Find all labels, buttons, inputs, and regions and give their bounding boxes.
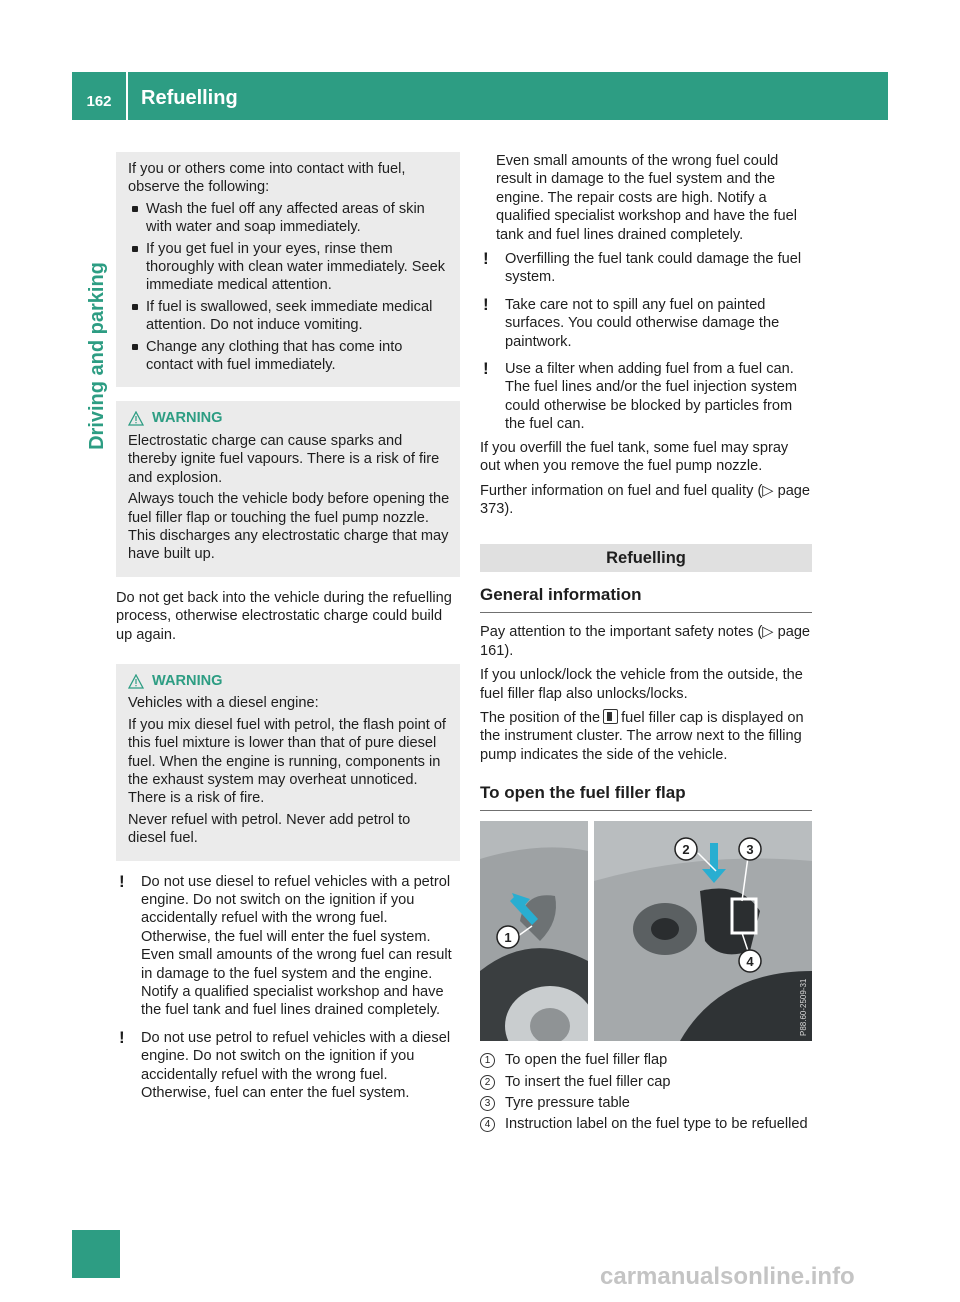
legend-text: To insert the fuel filler cap: [505, 1073, 671, 1090]
exclamation-icon: !: [483, 359, 489, 379]
note-petrol-diesel-engine: [116, 1029, 460, 1103]
legend-text: Tyre pressure table: [505, 1094, 630, 1111]
warning-text: Never refuel with petrol. Never add petrol to diesel fuel.: [128, 811, 411, 847]
warning-text: Electrostatic charge can cause sparks and thereby ignite fuel vapours. There is a risk of fire and explosion.: [128, 432, 440, 486]
exclamation-icon: !: [483, 294, 489, 314]
body-paragraph: Do not get back into the vehicle during the refuelling process, otherwise electrostatic charge could build up again.: [116, 589, 452, 643]
page-title: Refuelling: [141, 87, 238, 109]
list-item: Change any clothing that has come into contact with fuel immediately.: [128, 338, 450, 375]
svg-text:3: 3: [746, 842, 754, 858]
right-column: [480, 152, 812, 1137]
left-column: [116, 152, 460, 1111]
legend-number: 4: [480, 1117, 495, 1132]
fuel-filler-figure: [480, 821, 812, 1041]
body-paragraph: If you unlock/lock the vehicle from the outside, the fuel filler flap also unlocks/locks.: [480, 667, 803, 702]
warning-text: If you mix diesel fuel with petrol, the flash point of this fuel mixture is lower than that of pure diesel fuel. When the engine is running, components in the exhaust system may overheat unnoticed. There is a risk of fire.: [128, 716, 446, 807]
warning-label: WARNING: [152, 672, 223, 689]
list-item: [480, 1073, 812, 1091]
cross-reference-paragraph[interactable]: Further information on fuel and fuel quality (▷ page 373).: [480, 482, 811, 517]
note-text: Do not use diesel to refuel vehicles with a petrol engine. Do not switch on the ignition if you accidentally refuel with the wrong fuel. Otherwise, the fuel will enter the fuel system. Even small amounts of the wrong fuel can result in damage to the fuel system and the engine. Notify a qualified specialist workshop and have the fuel tank and fuel lines drained completely.: [141, 873, 452, 1019]
page-number: 162: [86, 92, 112, 110]
note-overfilling: [480, 250, 812, 287]
exclamation-icon: !: [483, 249, 489, 269]
warning-box-electrostatic: [116, 401, 460, 576]
fuel-filler-illustration: [480, 821, 812, 1041]
fuel-contact-box: [116, 152, 460, 387]
fuel-pump-icon: [603, 709, 618, 724]
list-item: If fuel is swallowed, seek immediate medical attention. Do not induce vomiting.: [128, 298, 450, 335]
list-item: [480, 1115, 812, 1133]
watermark: carmanualsonline.info: [600, 1263, 855, 1290]
body-paragraph: The position of the fuel filler cap is displayed on the instrument cluster. The arrow next to the filling pump indicates the side of the vehicle.: [480, 709, 804, 763]
body-paragraph: If you overfill the fuel tank, some fuel may spray out when you remove the fuel pump nozzle.: [480, 439, 789, 475]
svg-text:1: 1: [504, 930, 512, 946]
callout-4: [739, 950, 761, 972]
section-heading: Refuelling: [480, 544, 812, 572]
chapter-side-label: Driving and parking: [85, 262, 108, 450]
body-paragraph: Even small amounts of the wrong fuel could result in damage to the fuel system and the engine. The repair costs are high. Notify a qualified specialist workshop and have the fuel tank and fuel lines drained completely.: [496, 153, 797, 243]
fuel-contact-list: [128, 200, 450, 375]
chapter-side-block: [72, 1230, 120, 1278]
warning-box-diesel: [116, 664, 460, 861]
warning-heading: [128, 409, 450, 427]
legend-number: 2: [480, 1075, 495, 1090]
fuel-contact-intro: If you or others come into contact with fuel, observe the following:: [128, 161, 406, 196]
subsection-heading-open-flap: To open the fuel filler flap: [480, 782, 812, 811]
svg-text:2: 2: [682, 842, 690, 858]
note-filter: [480, 360, 812, 434]
legend-text: Instruction label on the fuel type to be refuelled: [505, 1116, 808, 1133]
warning-text: Always touch the vehicle body before opening the fuel filler flap or touching the fuel pump nozzle. This discharges any electrostatic charge that may have built up.: [128, 491, 450, 563]
list-item: [480, 1094, 812, 1112]
figure-code: P88.60-2509-31: [799, 978, 808, 1037]
note-diesel-petrol-engine: [116, 873, 460, 1020]
header-separator: [126, 72, 128, 120]
exclamation-icon: !: [119, 871, 125, 891]
figure-legend: [480, 1051, 812, 1134]
note-text: Do not use petrol to refuel vehicles with a diesel engine. Do not switch on the ignition if you accidentally refuel with the wrong fuel. Otherwise, fuel can enter the fuel system.: [141, 1029, 451, 1102]
legend-number: 3: [480, 1096, 495, 1111]
note-text: Overfilling the fuel tank could damage the fuel system.: [505, 251, 802, 286]
legend-text: To open the fuel filler flap: [505, 1052, 668, 1069]
warning-label: WARNING: [152, 410, 223, 427]
cross-reference-paragraph[interactable]: Pay attention to the important safety notes (▷ page 161).: [480, 624, 811, 659]
callout-1: [497, 926, 519, 948]
subsection-heading-general: General information: [480, 584, 812, 613]
callout-2: [675, 838, 697, 860]
note-spill: [480, 296, 812, 351]
note-text: Take care not to spill any fuel on painted surfaces. You could otherwise damage the paintwork.: [505, 296, 780, 350]
callout-3: [739, 838, 761, 860]
list-item: [480, 1051, 812, 1069]
warning-heading: [128, 672, 450, 690]
warning-text: Vehicles with a diesel engine:: [128, 695, 319, 712]
list-item: Wash the fuel off any affected areas of skin with water and soap immediately.: [128, 200, 450, 237]
list-item: If you get fuel in your eyes, rinse them thoroughly with clean water immediately. Seek immediate medical attention.: [128, 240, 450, 295]
exclamation-icon: !: [119, 1027, 125, 1047]
note-text: Use a filter when adding fuel from a fuel can. The fuel lines and/or the fuel injection system could otherwise be blocked by particles from the fuel can.: [505, 361, 798, 433]
legend-number: 1: [480, 1053, 495, 1068]
warning-triangle-icon: [128, 674, 144, 689]
warning-triangle-icon: [128, 411, 144, 426]
svg-text:4: 4: [746, 954, 754, 970]
